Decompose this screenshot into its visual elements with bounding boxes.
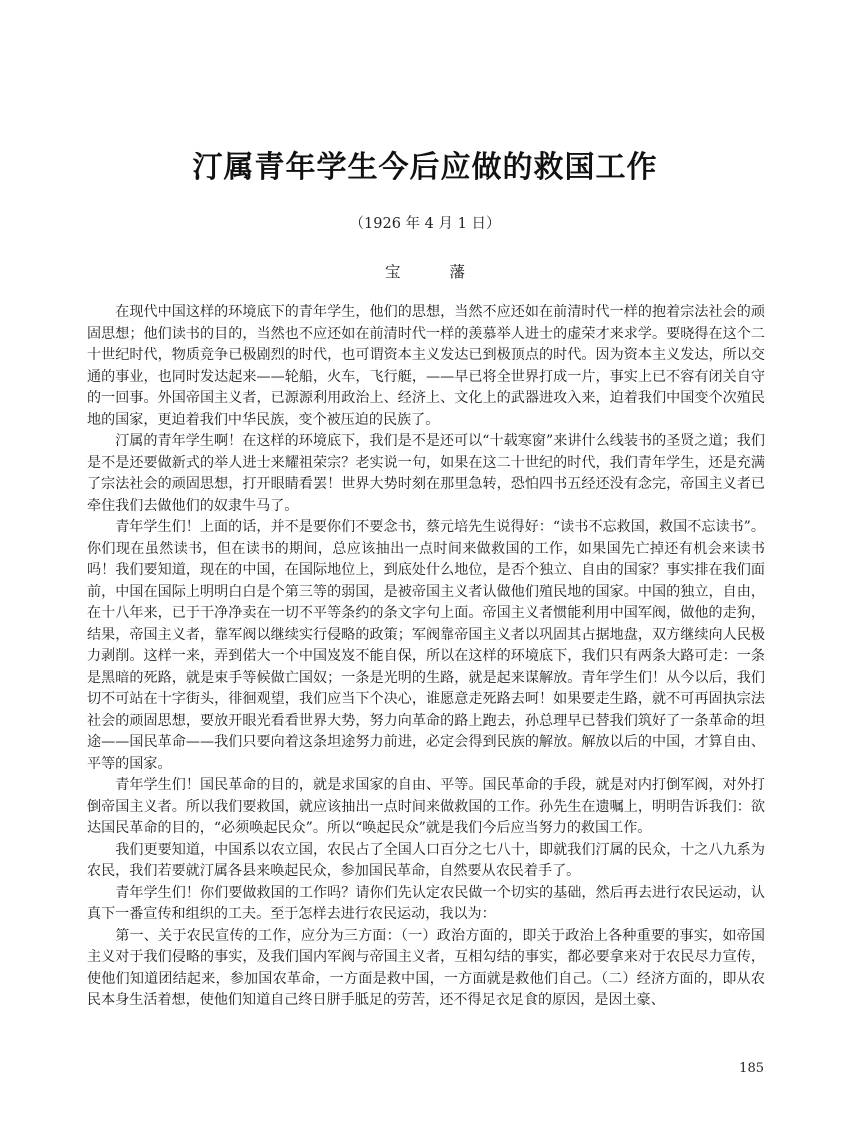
body-paragraph: 青年学生们！你们要做救国的工作吗？请你们先认定农民做一个切实的基础，然后再去进行农民运动，认真下一番宣传和组织的工夫。至于怎样去进行农民运动，我以为： (87, 884, 765, 922)
article-date: （1926 年 4 月 1 日） (349, 216, 501, 232)
body-paragraph: 我们更要知道，中国系以农立国，农民占了全国人口百分之七八十，即就我们汀属的民众，十之八九系为农民，我们若要就汀属各县来唤起民众，参加国民革命，自然要从农民着手了。 (87, 841, 765, 879)
body-paragraph: 在现代中国这样的环境底下的青年学生，他们的思想，当然不应还如在前清时代一样的抱着宗法社会的顽固思想；他们读书的目的，当然也不应还如在前清时代一样的羡慕举人进士的虚荣才来求学。要晓得在这个二十世纪时代，物质竞争已极剧烈的时代，也可谓资本主义发达已到极顶点的时代。因为资本主义发达，所以交通的事业，也同时发达起来——轮船，火车，飞行艇，——早已将全世界打成一片，事实上已不容有闭关自守的一回事。外国帝国主义者，已源源利用政治上、经济上、文化上的武器进攻入来，迫着我们中国变个次殖民地的国家，更迫着我们中华民族，变个被压迫的民族了。 (87, 304, 765, 428)
page-number: 185 (739, 1061, 764, 1076)
article-body (87, 302, 765, 1012)
article-title: 汀属青年学生今后应做的救国工作 (192, 150, 658, 185)
body-paragraph: 青年学生们！国民革命的目的，就是求国家的自由、平等。国民革命的手段，就是对内打倒军阀，对外打倒帝国主义者。所以我们要救国，就应该抽出一点时间来做救国的工作。孙先生在遗嘱上，明明告诉我们：欲达国民革命的目的，“必须唤起民众”。所以“唤起民众”就是我们今后应当努力的救国工作。 (87, 777, 765, 836)
body-paragraph: 汀属的青年学生啊！在这样的环境底下，我们是不是还可以“十载寒窗”来讲什么线装书的圣贤之道；我们是不是还要做新式的举人进士来耀祖荣宗？老实说一句，如果在这二十世纪的时代，我们青年学生，还是充满了宗法社会的顽固思想，打开眼睛看罢！世界大势时刻在那里急转，恐怕四书五经还没有念完，帝国主义者已牵住我们去做他们的奴隶牛马了。 (87, 433, 765, 514)
body-paragraph: 第一、关于农民宣传的工作，应分为三方面：（一）政治方面的，即关于政治上各种重要的事实，如帝国主义对于我们侵略的事实，及我们国内军阀与帝国主义者，互相勾结的事实，都必要拿来对于农民尽力宣传，使他们知道团结起来，参加国农革命，一方面是救中国，一方面就是救他们自己。（二）经济方面的，即从农民本身生活着想，使他们知道自己终日胼手胝足的劳苦，还不得足衣足食的原因，是因土豪、 (87, 927, 765, 1008)
body-paragraph: 青年学生们！上面的话，并不是要你们不要念书，蔡元培先生说得好：“读书不忘救国，救国不忘读书”。你们现在虽然读书，但在读书的期间，总应该抽出一点时间来做救国的工作，如果国先亡掉还有机会来读书吗！我们要知道，现在的中国，在国际地位上，到底处什么地位，是否个独立、自由的国家？事实排在我们面前，中国在国际上明明白白是个第三等的弱国，是被帝国主义者认做他们殖民地的国家。中国的独立，自由，在十八年来，已于干净净卖在一切不平等条约的条文字句上面。帝国主义者惯能利用中国军阀，做他的走狗，结果，帝国主义者，靠军阀以继续实行侵略的政策；军阀靠帝国主义者以巩固其占据地盘，双方继续向人民极力剥削。这样一来，弄到偌大一个中国岌岌不能自保，所以在这样的环境底下，我们只有两条大路可走：一条是黑暗的死路，就是束手等候做亡国奴；一条是光明的生路，就是起来谋解放。青年学生们！从今以后，我们切不可站在十字街头，徘徊观望，我们应当下个决心，谁愿意走死路去呵！如果要走生路，就不可再固执宗法社会的顽固思想，要放开眼光看看世界大势，努力向革命的路上跑去，孙总理早已替我们筑好了一条革命的坦途——国民革命——我们只要向着这条坦途努力前进，必定会得到民族的解放。解放以后的中国，才算自由、平等的国家。 (87, 519, 765, 772)
article-author: 宝 藩 (385, 263, 487, 281)
